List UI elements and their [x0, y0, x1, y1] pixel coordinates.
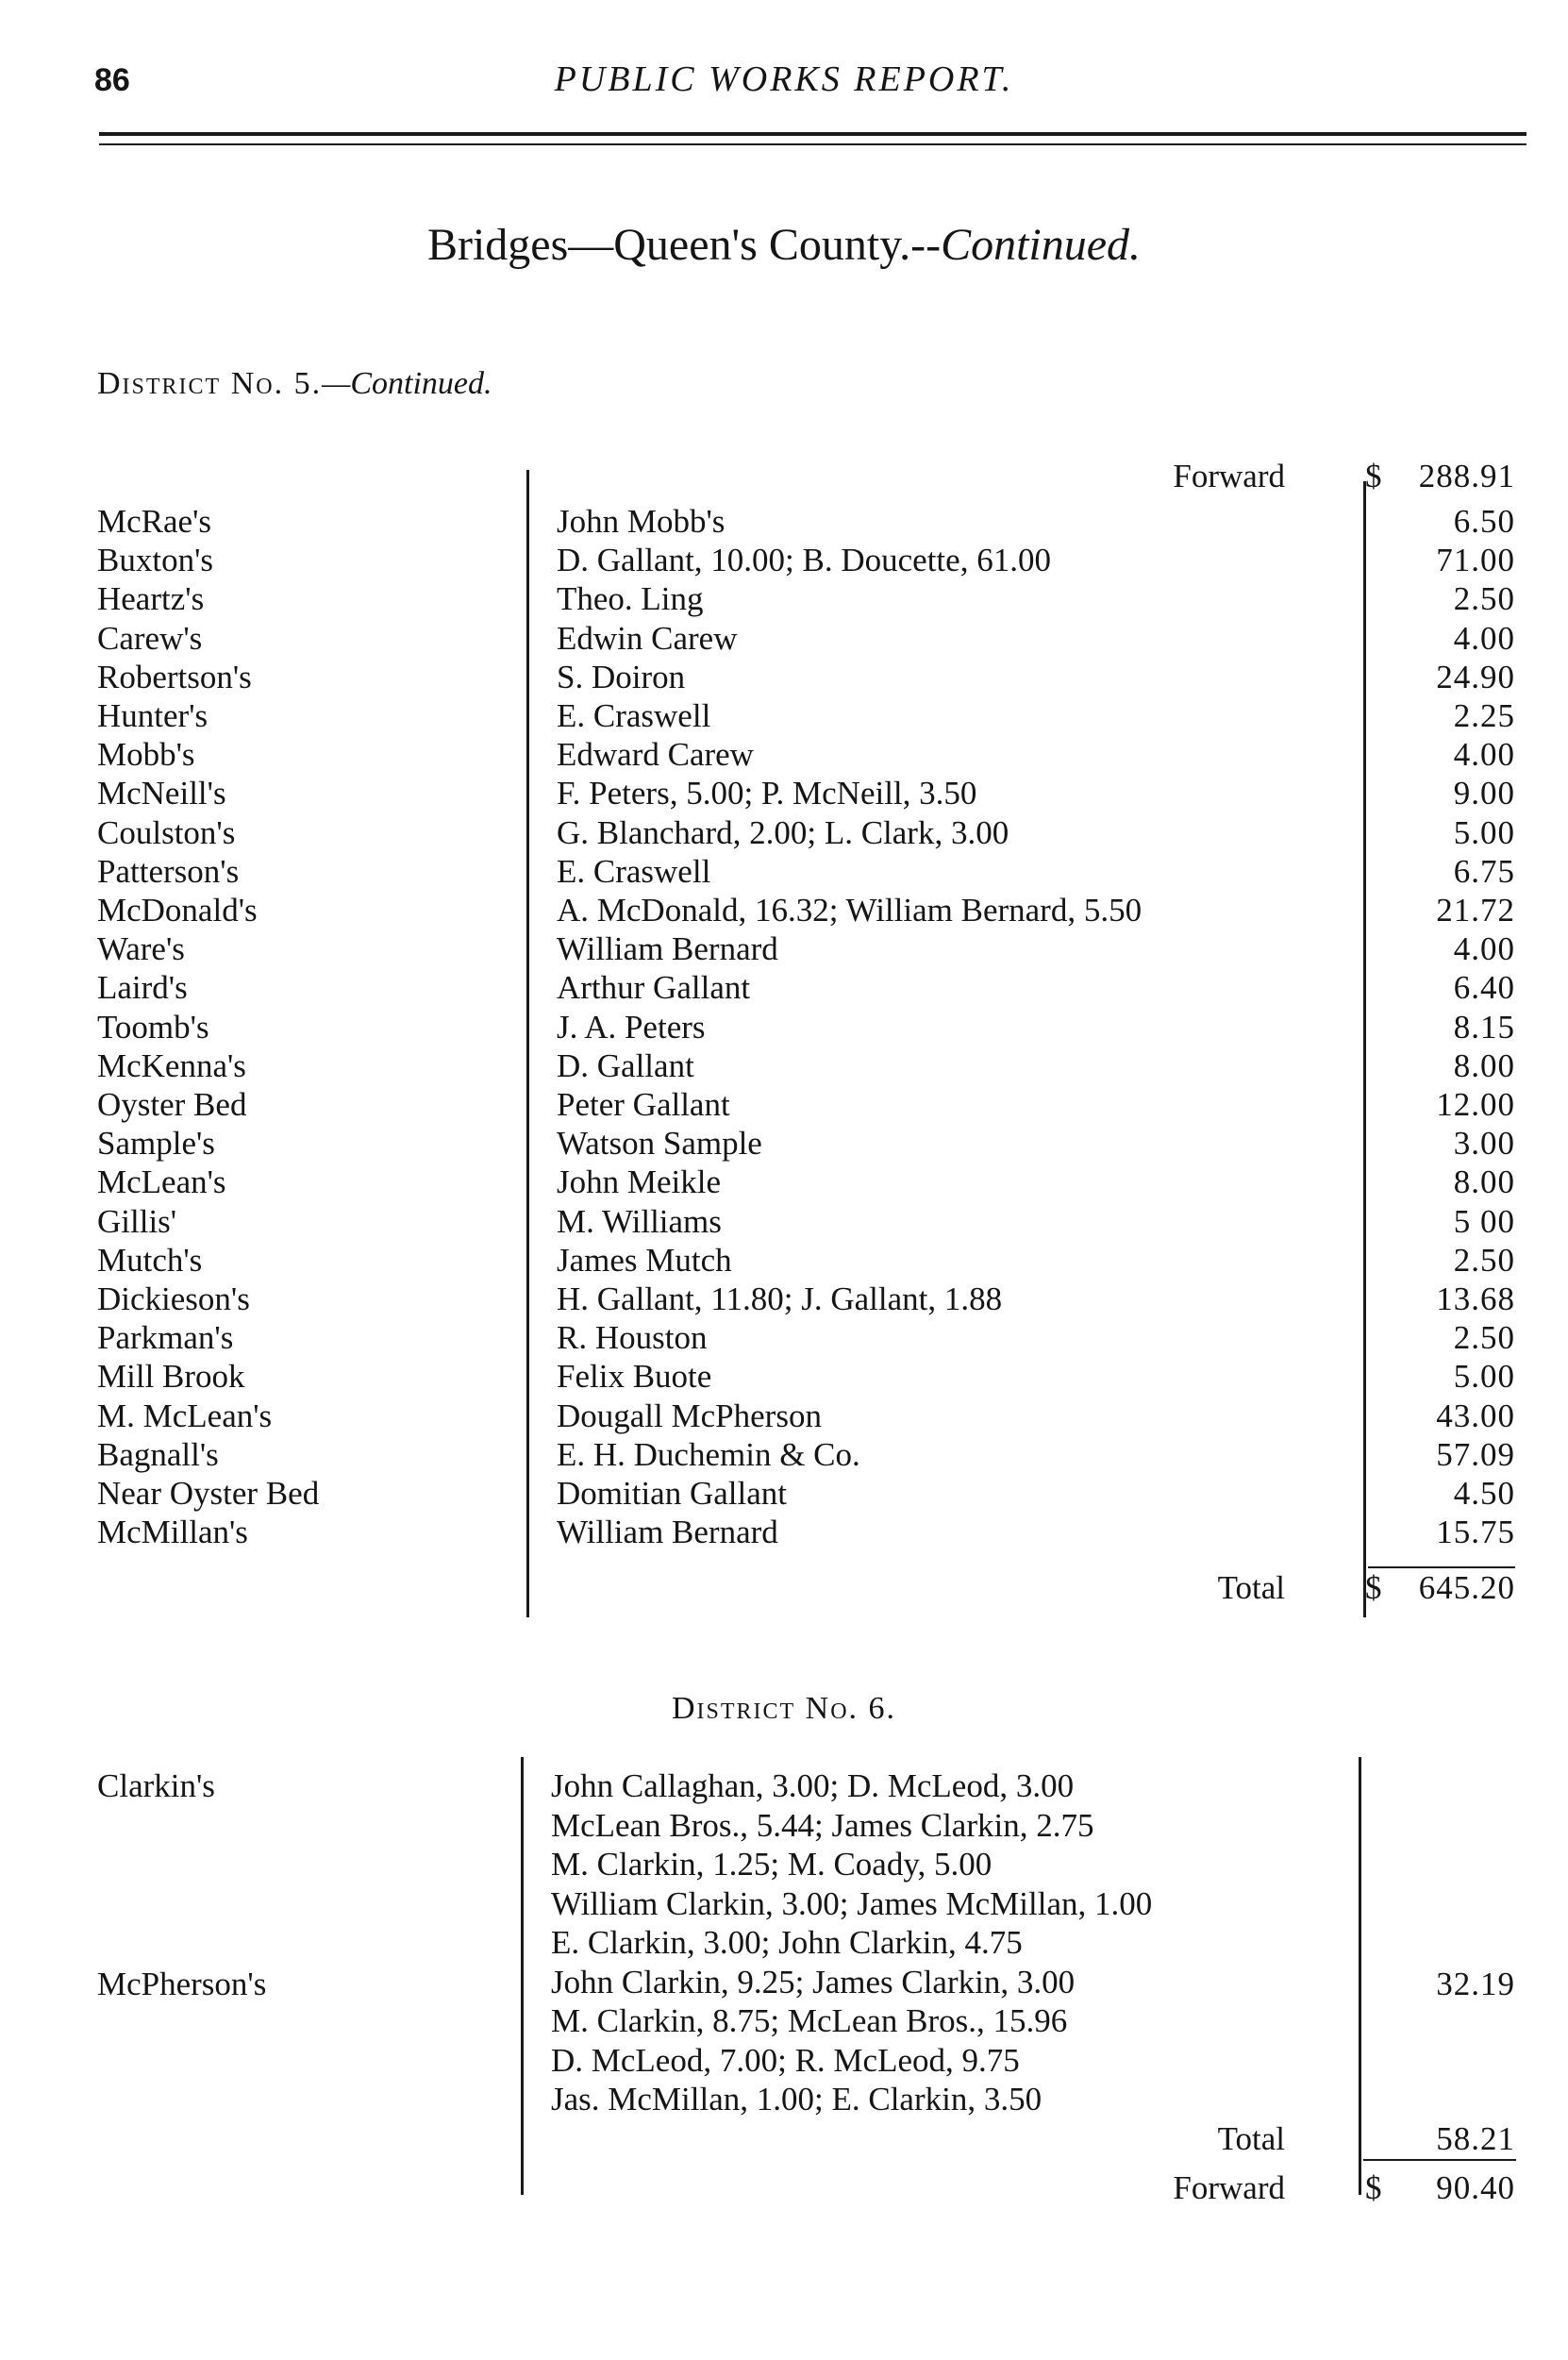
- table-row: [0, 1280, 1568, 1319]
- district-5-heading-continued: —Continued.: [322, 366, 492, 401]
- bridge-name: Toomb's: [97, 1008, 209, 1046]
- payee-name: E. Craswell: [557, 852, 711, 890]
- table-row: [0, 541, 1568, 580]
- bridge-name: McPherson's: [97, 1966, 267, 2002]
- forward-label: Forward: [1173, 2169, 1285, 2206]
- table-row: [0, 1318, 1568, 1358]
- bridge-name: Robertson's: [97, 658, 252, 695]
- clarkin-subtotal-amount: 32.19: [1436, 1966, 1515, 2002]
- district-6-forward-row: [0, 2168, 1568, 2208]
- bridge-name: Carew's: [97, 619, 203, 657]
- forward-dollar-sign: $: [1365, 458, 1382, 494]
- payee-name: Edwin Carew: [557, 619, 738, 657]
- bridge-name: Hunter's: [97, 697, 209, 734]
- bridge-name: Gillis': [97, 1202, 177, 1240]
- district-6-heading-text: District No. 6.: [671, 1691, 897, 1726]
- bridge-name: Heartz's: [97, 580, 205, 618]
- list-item: [0, 1845, 1568, 1884]
- amount: 6.40: [1453, 969, 1515, 1007]
- total-amount: 58.21: [1436, 2120, 1515, 2157]
- running-title: PUBLIC WORKS REPORT.: [554, 59, 1014, 99]
- amount: 5 00: [1453, 1202, 1515, 1240]
- bridge-name: Dickieson's: [97, 1280, 250, 1317]
- amount: 2.25: [1453, 697, 1515, 734]
- amount: 24.90: [1436, 658, 1515, 695]
- amount: 8.15: [1453, 1008, 1515, 1046]
- amount: 6.75: [1453, 852, 1515, 890]
- amount: 8.00: [1453, 1163, 1515, 1201]
- header-rule: [99, 132, 1526, 136]
- bridge-name: Patterson's: [97, 852, 240, 890]
- bridge-name: Parkman's: [97, 1319, 234, 1357]
- payee-name: Theo. Ling: [557, 580, 704, 618]
- forward-amount: 90.40: [1436, 2169, 1515, 2206]
- payee-name: John Meikle: [557, 1163, 722, 1201]
- amount: 13.68: [1436, 1280, 1515, 1317]
- payee-name: Edward Carew: [557, 736, 754, 774]
- table-row: [0, 968, 1568, 1008]
- bridge-name: Mobb's: [97, 736, 195, 774]
- amount: 4.50: [1453, 1475, 1515, 1512]
- section-title-text: Bridges—Queen's County.: [426, 220, 911, 270]
- payee-name: J. A. Peters: [557, 1008, 706, 1046]
- table-row: [0, 929, 1568, 969]
- forward-label: Forward: [1173, 458, 1285, 494]
- payee-name: D. Gallant: [557, 1046, 694, 1084]
- payee-line: John Clarkin, 9.25; James Clarkin, 3.00: [551, 1963, 1076, 2000]
- payee-name: R. Houston: [557, 1319, 708, 1357]
- payee-name: A. McDonald, 16.32; William Bernard, 5.50: [557, 892, 1143, 929]
- amount: 9.00: [1453, 775, 1515, 812]
- list-item: [0, 2001, 1568, 2041]
- payee-name: Dougall McPherson: [557, 1397, 822, 1434]
- table-row: [0, 1241, 1568, 1280]
- table-row: [0, 1435, 1568, 1475]
- payee-line: Jas. McMillan, 1.00; E. Clarkin, 3.50: [551, 2081, 1043, 2117]
- bridge-name: Mill Brook: [97, 1358, 245, 1396]
- amount: 5.00: [1453, 1358, 1515, 1396]
- amount: 21.72: [1436, 892, 1515, 929]
- table-row: [0, 658, 1568, 697]
- amount: 2.50: [1453, 1319, 1515, 1357]
- total-label: Total: [1217, 1569, 1285, 1606]
- bridge-name: Laird's: [97, 969, 188, 1007]
- list-item: [0, 1766, 1568, 1806]
- amount: 8.00: [1453, 1046, 1515, 1084]
- payee-name: Felix Buote: [557, 1358, 712, 1396]
- table-row: [0, 891, 1568, 930]
- district-6-total-rule: [1363, 2159, 1516, 2161]
- amount: 4.00: [1453, 619, 1515, 657]
- payee-name: William Bernard: [557, 1514, 778, 1551]
- table-row: [0, 813, 1568, 853]
- amount: 4.00: [1453, 930, 1515, 968]
- table-row: [0, 1474, 1568, 1514]
- payee-name: F. Peters, 5.00; P. McNeill, 3.50: [557, 775, 977, 812]
- district-6-heading: [0, 1691, 1568, 1727]
- amount: 5.00: [1453, 813, 1515, 851]
- table-row: [0, 774, 1568, 813]
- list-item: [0, 2080, 1568, 2119]
- payee-line: M. Clarkin, 8.75; McLean Bros., 15.96: [551, 2002, 1068, 2039]
- bridge-name: Near Oyster Bed: [97, 1475, 320, 1512]
- list-item: [0, 1884, 1568, 1924]
- bridge-name: Mutch's: [97, 1241, 203, 1279]
- payee-line: McLean Bros., 5.44; James Clarkin, 2.75: [551, 1806, 1094, 1844]
- payee-name: William Bernard: [557, 930, 778, 968]
- list-item: [0, 2041, 1568, 2081]
- table-row: [0, 1202, 1568, 1242]
- bridge-name: McNeill's: [97, 775, 226, 812]
- table-row: [0, 735, 1568, 775]
- table-row: [0, 1513, 1568, 1552]
- page-number: 86: [94, 62, 130, 98]
- bridge-name: McKenna's: [97, 1046, 246, 1084]
- table-row: [0, 852, 1568, 892]
- payee-line: John Callaghan, 3.00; D. McLeod, 3.00: [551, 1767, 1075, 1804]
- amount: 57.09: [1436, 1435, 1515, 1473]
- district-5-heading: [97, 366, 492, 402]
- district-6-total-row: [0, 2119, 1568, 2159]
- amount: 4.00: [1453, 736, 1515, 774]
- table-row: [0, 1046, 1568, 1086]
- bridge-name: Clarkin's: [97, 1767, 215, 1804]
- table-row: [0, 579, 1568, 619]
- header-rule-thin: [99, 143, 1526, 145]
- table-row: [0, 1124, 1568, 1163]
- amount: 71.00: [1436, 542, 1515, 579]
- bridge-name: M. McLean's: [97, 1397, 273, 1434]
- amount: 2.50: [1453, 580, 1515, 618]
- payee-name: Watson Sample: [557, 1125, 762, 1163]
- bridge-name: Ware's: [97, 930, 185, 968]
- payee-line: M. Clarkin, 1.25; M. Coady, 5.00: [551, 1846, 993, 1883]
- payee-name: M. Williams: [557, 1202, 722, 1240]
- list-item: [0, 1923, 1568, 1963]
- payee-name: E. H. Duchemin & Co.: [557, 1435, 860, 1473]
- payee-name: Arthur Gallant: [557, 969, 751, 1007]
- bridge-name: McMillan's: [97, 1514, 248, 1551]
- amount: 12.00: [1436, 1086, 1515, 1123]
- list-item: [0, 1963, 1568, 2002]
- payee-name: G. Blanchard, 2.00; L. Clark, 3.00: [557, 813, 1009, 851]
- bridge-name: Sample's: [97, 1125, 215, 1163]
- table-row: [0, 1008, 1568, 1047]
- table-row: [0, 1397, 1568, 1436]
- table-row: [0, 1085, 1568, 1125]
- bridge-name: Coulston's: [97, 813, 236, 851]
- district-5-forward-row: [0, 457, 1568, 496]
- forward-dollar-sign: $: [1365, 2169, 1382, 2206]
- table-row: [0, 502, 1568, 542]
- payee-name: John Mobb's: [557, 503, 726, 540]
- bridge-name: McLean's: [97, 1163, 226, 1201]
- district-5-total-row: [0, 1568, 1568, 1608]
- amount: 2.50: [1453, 1241, 1515, 1279]
- table-row: [0, 1163, 1568, 1202]
- bridge-name: Buxton's: [97, 542, 213, 579]
- district-5-heading-text: District No. 5.: [97, 366, 323, 401]
- amount: 3.00: [1453, 1125, 1515, 1163]
- payee-name: S. Doiron: [557, 658, 686, 695]
- payee-name: H. Gallant, 11.80; J. Gallant, 1.88: [557, 1280, 1003, 1317]
- table-row: [0, 619, 1568, 659]
- bridge-name: McRae's: [97, 503, 211, 540]
- section-title-continued: --Continued.: [910, 220, 1142, 270]
- list-item: [0, 1806, 1568, 1846]
- amount: 6.50: [1453, 503, 1515, 540]
- table-row: [0, 1357, 1568, 1397]
- section-title: [0, 219, 1568, 271]
- amount: 43.00: [1436, 1397, 1515, 1434]
- bridge-name: Oyster Bed: [97, 1086, 247, 1123]
- bridge-name: McDonald's: [97, 892, 258, 929]
- forward-amount: 288.91: [1418, 458, 1515, 494]
- payee-line: William Clarkin, 3.00; James McMillan, 1.00: [551, 1884, 1153, 1922]
- table-row: [0, 696, 1568, 736]
- bridge-name: Bagnall's: [97, 1435, 219, 1473]
- total-dollar-sign: $: [1365, 1569, 1382, 1606]
- payee-line: D. McLeod, 7.00; R. McLeod, 9.75: [551, 2041, 1020, 2079]
- payee-name: D. Gallant, 10.00; B. Doucette, 61.00: [557, 542, 1051, 579]
- total-amount: 645.20: [1418, 1569, 1515, 1606]
- amount: 15.75: [1436, 1514, 1515, 1551]
- payee-name: E. Craswell: [557, 697, 711, 734]
- payee-line: E. Clarkin, 3.00; John Clarkin, 4.75: [551, 1924, 1023, 1961]
- payee-name: Peter Gallant: [557, 1086, 730, 1123]
- payee-name: Domitian Gallant: [557, 1475, 787, 1512]
- payee-name: James Mutch: [557, 1241, 732, 1279]
- total-label: Total: [1217, 2120, 1285, 2157]
